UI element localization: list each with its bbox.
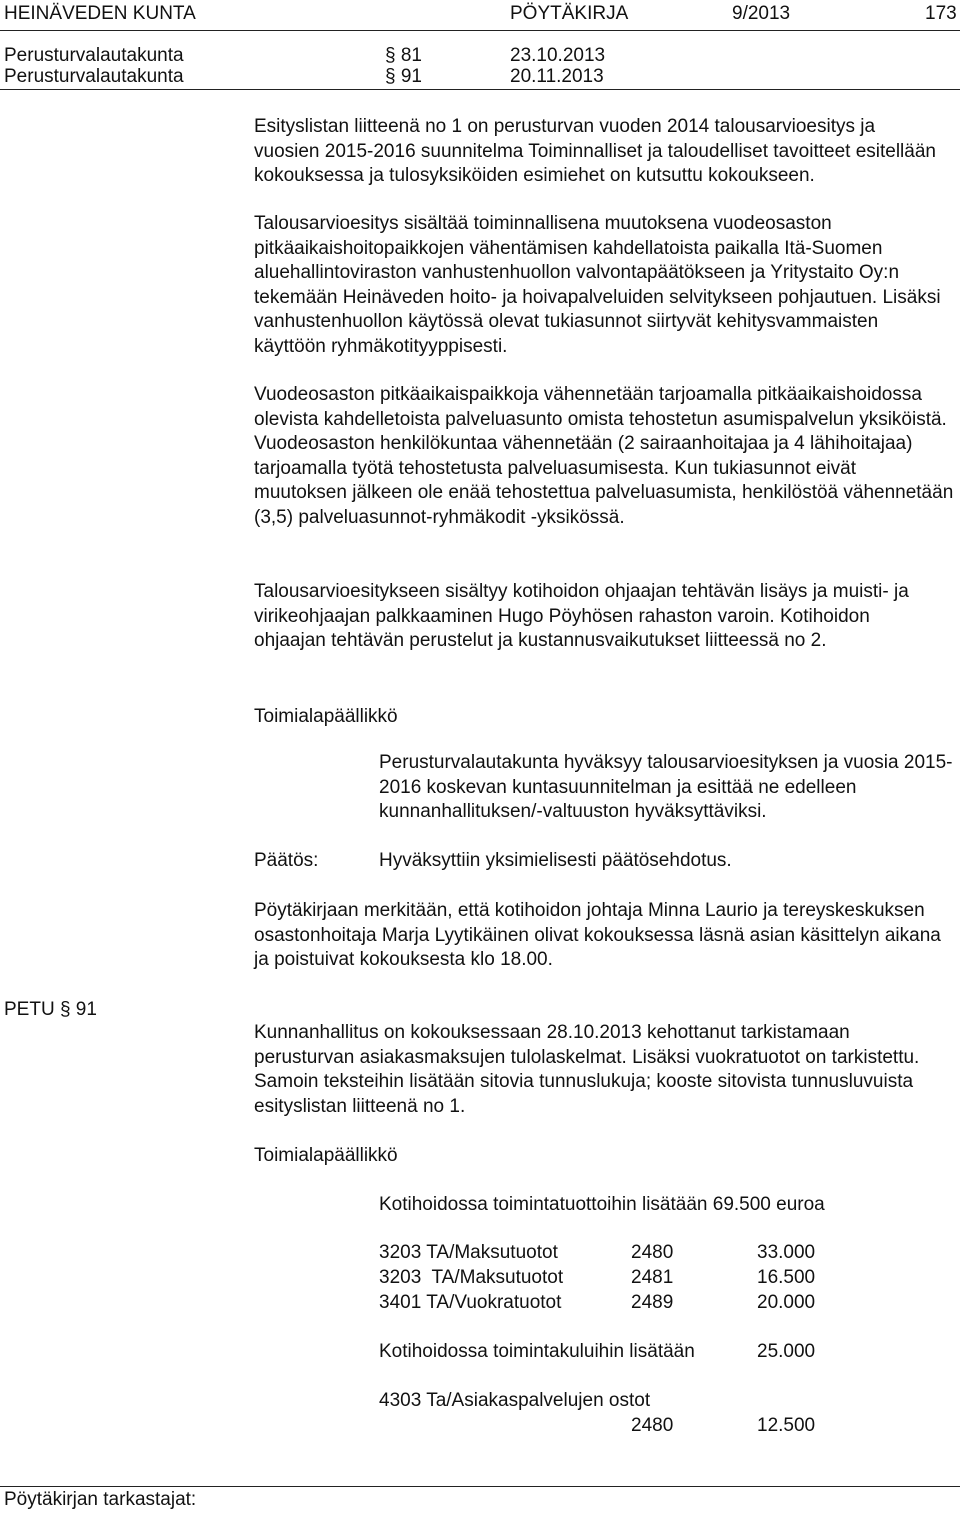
meeting-divider: [0, 89, 960, 90]
account-amount: 16.500: [757, 1267, 816, 1288]
meeting-date: 23.10.2013: [510, 45, 606, 66]
meeting-date: 20.11.2013: [510, 66, 604, 87]
account-name: 3401 TA/Vuokratuotot: [379, 1292, 562, 1313]
meeting-body: Perusturvalautakunta: [4, 45, 184, 66]
footer-inspectors-label: Pöytäkirjan tarkastajat:: [4, 1489, 197, 1510]
paragraph-attachment-intro: Esityslistan liitteenä no 1 on perusturvan vuoden 2014 talousarvioesitys ja vuosien 2015-2016 suunnitelma Toiminnalliset ja taloudelliset tavoitteet esitellään kokouksessa ja tulosyksiköiden esimiehet on kutsuttu kokoukseen.: [254, 116, 936, 186]
decision-proposal: Perusturvalautakunta hyväksyy talousarvioesityksen ja vuosia 2015-2016 koskevan kuntasuunnitelman ja esittää ne edelleen kunnanhallituksen/-valtuuston hyväksyttäviksi.: [379, 752, 953, 822]
costs-item-account: 4303 Ta/Asiakaspalvelujen ostot: [379, 1390, 651, 1411]
account-name: 3203 TA/Maksutuotot: [379, 1267, 564, 1288]
decision-text: Hyväksyttiin yksimielisesti päätösehdotus.: [379, 850, 732, 871]
paragraph-operational-change: Talousarvioesitys sisältää toiminnallisena muutoksena vuodeosaston pitkäaikaishoitopaikkojen vähentämisen kahdellatoista paikalla Itä-Suomen aluehallintoviraston vanhustenhuollon valvontapäätökseen ja Yritystaito Oy:n tekemään Heinäveden hoito- ja hoivapalveluiden selvitykseen pohjautuen. Lisäksi vanhustenhuollon käytössä olevat tukiasunnot siirtyvät kehitysvammaisten käyttöön ryhmäkotityyppisesti.: [254, 213, 941, 357]
paragraph-council-request: Kunnanhallitus on kokouksessaan 28.10.2013 kehottanut tarkistamaan perusturvan asiakasmaksujen tulolaskelmat. Lisäksi vuokratuotot on tarkistettu. Samoin teksteihin lisätään sitovia tunnuslukuja; kooste sitovista tunnusluvuista esityslistan liitteenä no 1.: [254, 1022, 920, 1117]
costs-heading: Kotihoidossa toimintakuluihin lisätään: [379, 1341, 695, 1362]
footer-divider: [0, 1486, 960, 1487]
costs-item-amount: 12.500: [757, 1415, 816, 1436]
meeting-section: § 81: [385, 45, 422, 66]
municipality-name: HEINÄVEDEN KUNTA: [4, 3, 196, 24]
account-name: 3203 TA/Maksutuotot: [379, 1242, 558, 1263]
presenter-title: Toimialapäällikkö: [254, 706, 398, 727]
account-code: 2489: [631, 1292, 674, 1313]
costs-item-code: 2480: [631, 1415, 674, 1436]
header-divider: [0, 30, 960, 31]
account-amount: 20.000: [757, 1292, 816, 1313]
page-number: 173: [925, 3, 957, 24]
document-type: PÖYTÄKIRJA: [510, 3, 629, 24]
decision-label: Päätös:: [254, 850, 319, 871]
costs-total: 25.000: [757, 1341, 816, 1362]
section-label-petu-91: PETU § 91: [4, 999, 97, 1020]
account-amount: 33.000: [757, 1242, 816, 1263]
meeting-section: § 91: [385, 66, 422, 87]
paragraph-ward-reduction: Vuodeosaston pitkäaikaispaikkoja vähennetään tarjoamalla pitkäaikaishoidossa olevista kahdelletoista palveluasunto omista tehostetun asumispalvelun yksiköistä. Vuodeosaston henkilökuntaa vähennetään (2 sairaanhoitajaa ja 4 lähihoitajaa) tarjoamalla työtä tehostetusta palveluasumisesta. Kun tukiasunnot eivät muutoksen jälkeen ole enää tehostettua palveluasumista, henkilöstöä vähennetään (3,5) palveluasunnot-ryhmäkodit -yksikössä.: [254, 384, 954, 528]
table-row: [379, 1291, 839, 1316]
account-code: 2481: [631, 1267, 674, 1288]
table-row: [379, 1266, 839, 1291]
income-heading: Kotihoidossa toimintatuottoihin lisätään 69.500 euroa: [379, 1194, 825, 1215]
paragraph-home-care-addition: Talousarvioesitykseen sisältyy kotihoidon ohjaajan tehtävän lisäys ja muisti- ja virikeohjaajan palkkaaminen Hugo Pöyhösen rahaston varoin. Kotihoidon ohjaajan tehtävän perustelut ja kustannusvaikutukset liitteessä no 2.: [254, 581, 909, 651]
meeting-body: Perusturvalautakunta: [4, 66, 184, 87]
paragraph-attendance-note: Pöytäkirjaan merkitään, että kotihoidon johtaja Minna Laurio ja tereyskeskuksen osastonhoitaja Marja Lyytikäinen olivat kokouksessa läsnä asian käsittelyn aikana ja poistuivat kokouksesta klo 18.00.: [254, 900, 941, 970]
account-code: 2480: [631, 1242, 674, 1263]
presenter-title: Toimialapäällikkö: [254, 1145, 398, 1166]
issue-number: 9/2013: [732, 3, 791, 24]
table-row: [379, 1241, 839, 1266]
